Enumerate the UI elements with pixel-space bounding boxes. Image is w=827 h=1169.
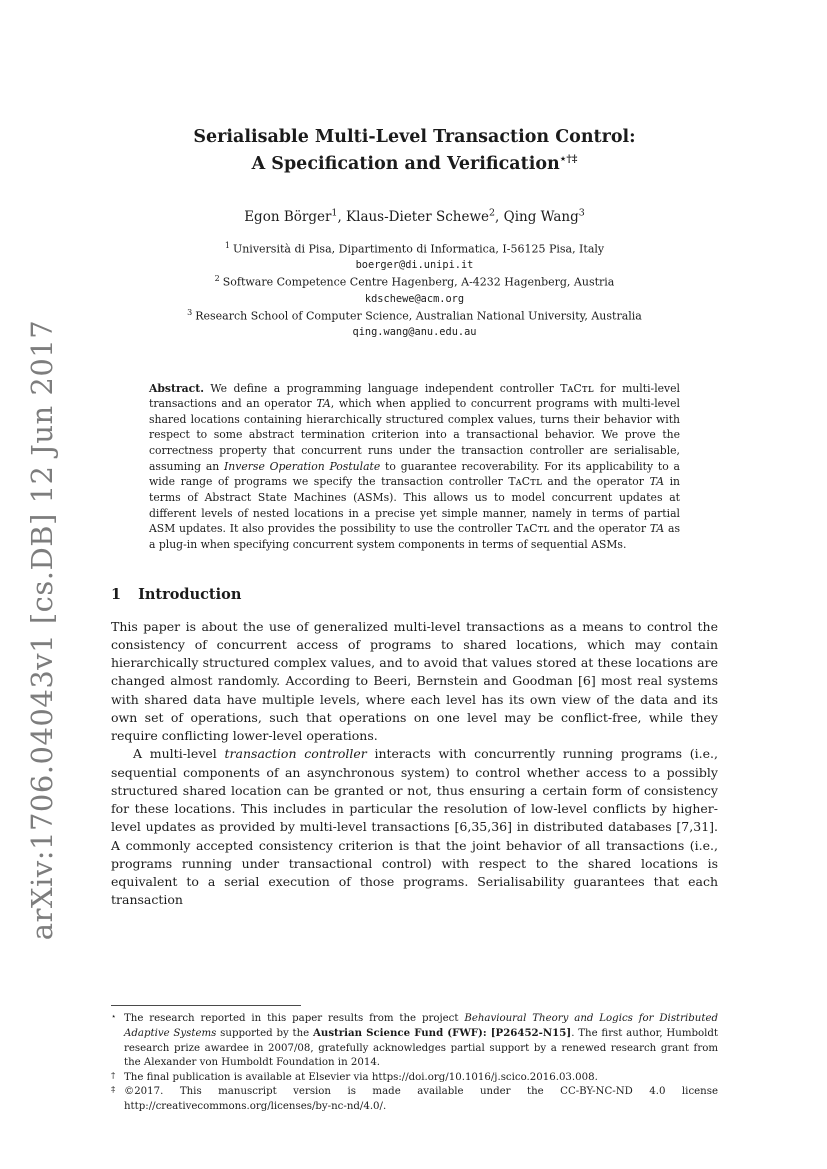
affiliations-block <box>111 240 718 341</box>
affiliation <box>111 307 718 325</box>
arxiv-watermark <box>25 320 59 940</box>
body-paragraph-1: This paper is about the use of generalized multi-level transactions as a means to control the consistency of concurrent access of programs to shared locations, which may contain hierarchically structured complex values, and to avoid that values stored at these locations are changed almost randomly. According to Beeri, Bernstein and Goodman [6] most real systems with shared data have multiple levels, where each level has its own view of the data and its own set of operations, such that operations on one level may be conflict-free, while they require conflicting lower-level operations. <box>111 618 718 744</box>
footnote-text: The research reported in this paper results from the project Behavioural Theory and Logics for Distributed Adaptive Systems supported by the Austrian Science Fund (FWF): [P26452-N15]. The first author, Humboldt research prize awardee in 2007/08, gratefully acknowledges partial support by a renewed research grant from the Alexander von Humboldt Foundation in 2014. <box>124 1012 719 1069</box>
affiliation-email: kdschewe@acm.org <box>364 292 465 305</box>
affiliation-number: 1 <box>224 240 230 250</box>
section-title: Introduction <box>138 585 242 603</box>
author <box>337 209 495 225</box>
affiliation-email: qing.wang@anu.edu.au <box>352 326 477 339</box>
footnote-double-dagger <box>111 1085 718 1114</box>
abstract: Abstract. We define a programming language independent controller TᴀCᴛʟ for multi-level transactions and an operator TA, which when applied to concurrent programs with multi-level shared locations containing hierarchically structured complex values, turns their behavior with respect to some abstract termination criterion into a transactional behavior. We prove the correctness property that concurrent runs under the transaction controller are serialisable, assuming an Inverse Operation Postulate to guarantee recoverability. For its applicability to a wide range of programs we specify the transaction controller TᴀCᴛʟ and the operator TA in terms of Abstract State Machines (ASMs). This allows us to model concurrent updates at different levels of nested locations in a precise yet simple manner, namely in terms of partial ASM updates. It also provides the possibility to use the controller TᴀCᴛʟ and the operator TA as a plug-in when specifying concurrent system components in terms of sequential ASMs. <box>149 381 680 551</box>
author-affiliation-ref: 1 <box>331 207 338 219</box>
body-paragraph-2: A multi-level transaction controller interacts with concurrently running programs (i.e., sequential components of an asynchronous system) to control whether access to a possibly structured shared location can be granted or not, thus ensuring a certain form of consistency for these locations. This includes in particular the resolution of low-level conflicts by higher-level updates as provided by multi-level transactions [6,35,36] in distributed databases [7,31]. A commonly accepted consistency criterion is that the joint behavior of all transactions (i.e., programs running under transactional control) with respect to the shared locations is equivalent to a serial execution of those programs. Serialisability guarantees that each transaction <box>111 746 718 908</box>
affiliation-text: Università di Pisa, Dipartimento di Informatica, I-56125 Pisa, Italy <box>232 242 605 256</box>
section-number: 1 <box>111 585 122 603</box>
affiliation-email: boerger@di.unipi.it <box>355 258 474 271</box>
affiliation-text: Research School of Computer Science, Australian National University, Australia <box>195 309 642 323</box>
footnote-star <box>111 1012 718 1071</box>
section-heading-introduction <box>111 586 718 603</box>
author-name: , Klaus-Dieter Schewe <box>337 208 489 225</box>
author-affiliation-ref: 3 <box>578 207 585 219</box>
paper-content <box>111 124 718 1114</box>
arxiv-watermark-text: arXiv:1706.04043v1 [cs.DB] 12 Jun 2017 <box>25 319 59 941</box>
affiliation-text: Software Competence Centre Hagenberg, A-4232 Hagenberg, Austria <box>222 276 615 289</box>
author <box>244 209 337 225</box>
footnote-dagger <box>111 1071 718 1085</box>
footnote-rule <box>111 1005 301 1006</box>
affiliation-number: 2 <box>214 274 220 284</box>
paper-title-line2: A Specification and Verification <box>251 154 560 175</box>
authors-line <box>111 207 718 225</box>
author-name: , Qing Wang <box>495 208 579 225</box>
footnotes-block <box>111 997 718 1114</box>
paper-title <box>111 124 718 178</box>
author-name: Egon Börger <box>244 208 332 225</box>
footnote-text: The final publication is available at Elsevier via https://doi.org/10.1016/j.scico.2016.03.008. <box>124 1071 598 1083</box>
footnote-mark: ⋆ <box>111 1011 117 1022</box>
title-footnote-marks: ⋆†‡ <box>559 153 578 166</box>
footnote-text: ©2017. This manuscript version is made available under the CC-BY-NC-ND 4.0 license http://creativecommons.org/licenses/by-nc-nd/4.0/. <box>124 1086 718 1112</box>
affiliation <box>111 240 718 258</box>
footnote-mark: ‡ <box>111 1085 116 1096</box>
affiliation-number: 3 <box>187 307 193 317</box>
affiliation <box>111 273 718 291</box>
author-affiliation-ref: 2 <box>489 207 496 219</box>
footnote-mark: † <box>111 1070 116 1081</box>
paper-title-line1: Serialisable Multi-Level Transaction Control: <box>193 127 636 147</box>
author <box>495 209 585 225</box>
